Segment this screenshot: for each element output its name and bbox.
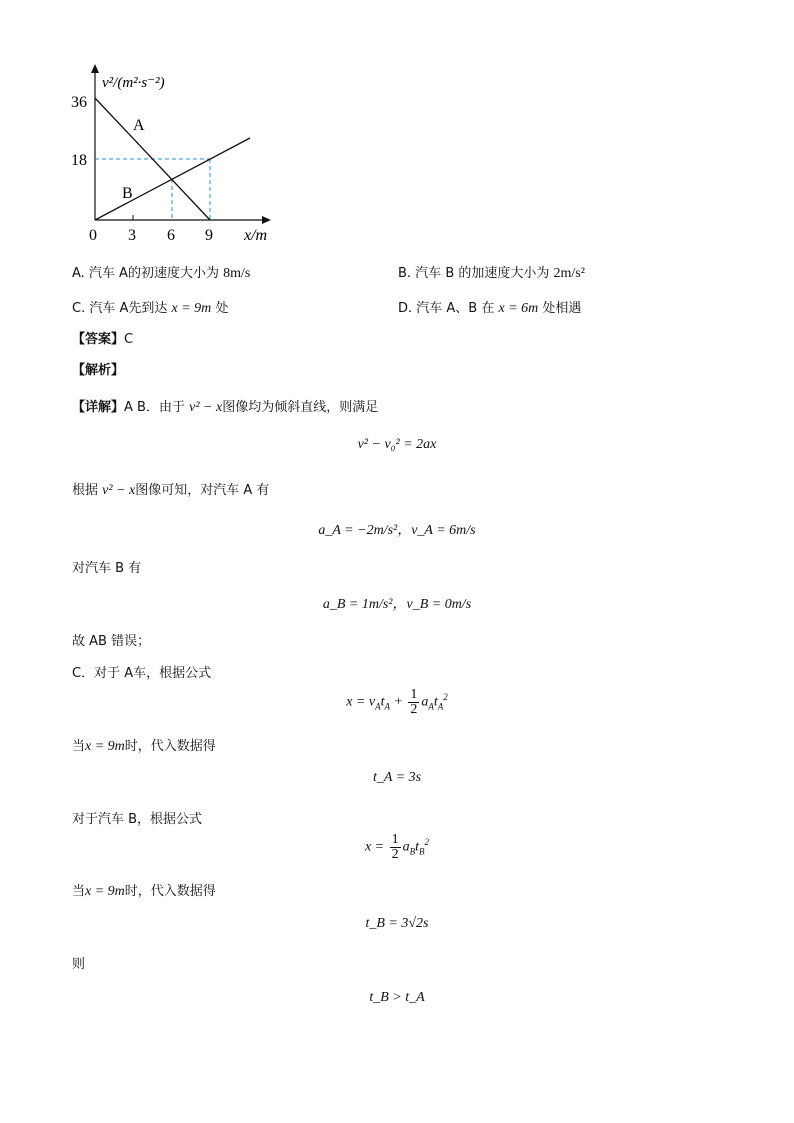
option-c [72,297,228,317]
x-tick-label-9: 9 [205,227,213,244]
equation-4: $x = v_At_A$ + $\frac{1}{2}$ $a_At_A^2$ [346,687,448,717]
line2-text-2: 图像可知，对汽车 A 有 [135,483,270,498]
analysis-line [72,359,124,378]
line6-text-2: 时，代入数据得 [124,739,216,754]
x-tick-label-3: 3 [128,227,136,244]
y-axis-label: v²/(m²·s⁻²) [102,75,165,91]
x-tick-label-0: 0 [89,227,97,244]
line6-math: x = 9m [85,739,125,754]
detail-label: 【详解】 [72,400,125,415]
option-a [72,262,250,282]
analysis-label: 【解析】 [72,363,125,378]
detail-line [72,396,378,416]
text-line-2 [72,479,269,499]
option-c-suffix: 处 [215,301,229,316]
line8-text-1: 当 [72,884,86,899]
equation-2: a_A = −2m/s²，v_A = 6m/s [318,523,476,538]
text-line-3: 对汽车 B 有 [72,561,142,576]
detail-text-1: A B．由于 [124,400,185,415]
line2-math: v² − x [102,483,136,498]
answer-value: C [124,332,134,347]
x-tick-label-6: 6 [167,227,175,244]
line6-text-1: 当 [72,739,86,754]
equation-5: t_A = 3s [372,770,422,785]
option-d-text: D. 汽车 A、B 在 [398,301,495,316]
detail-math: v² − x [189,400,223,415]
line-a-label: A [133,117,145,134]
option-a-value: 8m/s [223,266,251,281]
line2-text-1: 根据 [72,483,99,498]
y-tick-18: 18 [71,152,87,169]
detail-text-2: 图像均为倾斜直线，则满足 [222,400,379,415]
equation-1: v² − v₀² = 2ax [357,437,437,452]
x-axis-label: x/m [244,227,268,244]
answer-label: 【答案】 [72,332,125,347]
x-axis-arrow [262,216,271,224]
answer-line [72,328,133,347]
equation-8: t_B > t_A [369,990,425,1005]
option-b-value: 2m/s² [553,266,585,281]
text-line-5: C．对于 A车，根据公式 [72,666,212,681]
v2-x-graph [60,62,290,252]
text-line-9: 则 [72,957,86,972]
option-c-text: C. 汽车 A先到达 [72,301,168,316]
option-c-math: x = 9m [171,301,212,316]
y-tick-36: 36 [71,94,87,111]
equation-3: a_B = 1m/s²，v_B = 0m/s [322,597,472,612]
option-b-text: B. 汽车 B 的加速度大小为 [398,266,550,281]
equation-6: x = $\frac{1}{2}$ $a_Bt_B^2$ [364,832,430,862]
line-b-label: B [122,185,133,202]
y-axis-arrow [91,64,99,73]
line8-text-2: 时，代入数据得 [124,884,216,899]
option-b [398,262,585,282]
equation-7: t_B = 3√2s [365,916,429,931]
option-d-suffix: 处相遇 [542,301,582,316]
text-line-7: 对于汽车 B，根据公式 [72,812,203,827]
line8-math: x = 9m [85,884,125,899]
text-line-6 [72,735,216,755]
text-line-8 [72,880,216,900]
option-a-text: A. 汽车 A的初速度大小为 [72,266,219,281]
option-d [398,297,581,317]
option-d-math: x = 6m [498,301,539,316]
text-line-4: 故 AB 错误； [72,634,151,649]
